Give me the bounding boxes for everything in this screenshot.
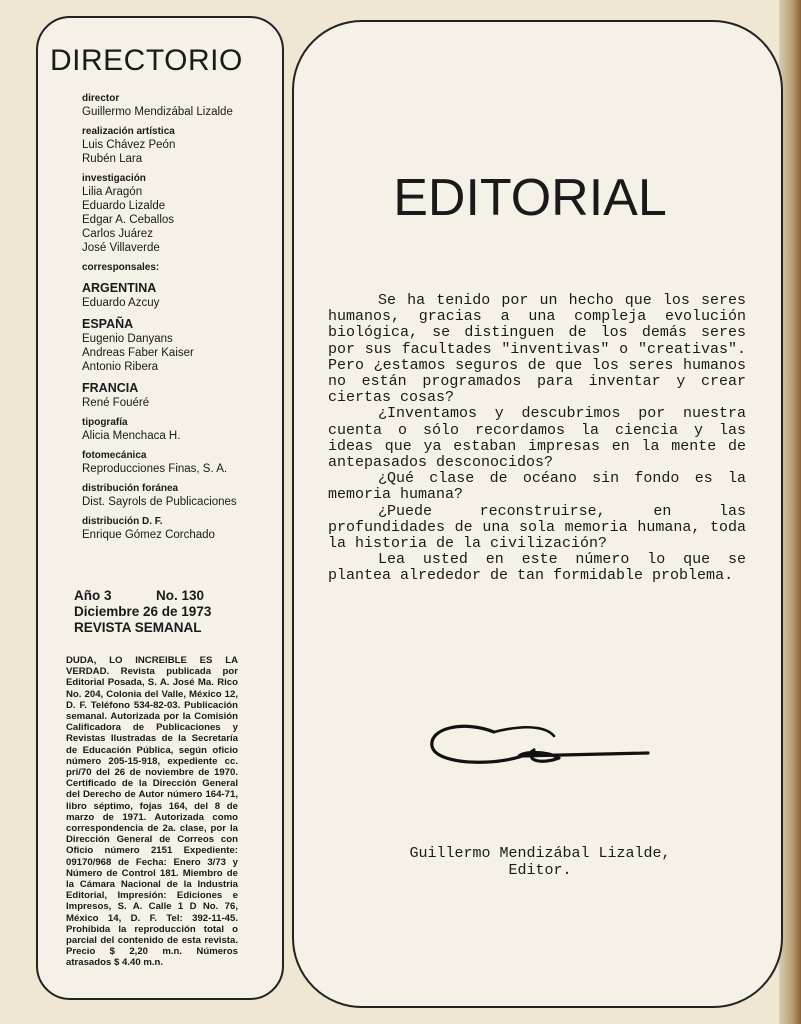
- role-label: realización artística: [82, 126, 175, 137]
- staff-list: [82, 92, 272, 548]
- issue-info: [74, 588, 274, 636]
- issue-type: REVISTA SEMANAL: [74, 620, 202, 635]
- editorial-body: [328, 293, 746, 585]
- country-name: ESPAÑA: [82, 317, 134, 331]
- role-label: tipografía: [82, 417, 128, 428]
- issue-year: Año 3: [74, 588, 112, 603]
- role-label: director: [82, 93, 120, 104]
- staff-section-photomech: [82, 449, 272, 476]
- staff-name: Rubén Lara: [82, 153, 143, 165]
- staff-section-research: [82, 172, 272, 255]
- staff-name: Andreas Faber Kaiser: [82, 347, 194, 359]
- role-label: investigación: [82, 173, 146, 184]
- staff-name: Lilia Aragón: [82, 186, 143, 198]
- directorio-title: DIRECTORIO: [50, 44, 243, 77]
- staff-name: Guillermo Mendizábal Lizalde: [82, 106, 233, 118]
- editor-name: Guillermo Mendizábal Lizalde,: [409, 845, 671, 862]
- legal-notice: DUDA, LO INCREIBLE ES LA VERDAD. Revista publicada por Editorial Posada, S. A. José Ma. Rico No. 204, Colonia del Valle, México 12, D. F. Teléfono 534-82-03. Publicación semanal. Autorizada por la Comisión Calificadora de Publicaciones y Revistas Ilustradas de la Secretaría de Educación Pública, según oficio número 205-15-918, expediente cc. pri/70 del 26 de noviembre de 1970. Certificado de la Dirección General del Derecho de Autor número 164-71, libro séptimo, fojas 164, del 8 de marzo de 1971. Autorizada como correspondencia de 2a. clase, por la Dirección General de Correos con Oficio número 2151 Expediente: 09170/968 de Fecha: Enero 3/73 y Número de Control 181. Miembro de la Cámara Nacional de la Industria Editorial, Impresión: Ediciones e Impresos, S. A. Calle 1 D No. 76, México 14, D. F. Tel: 392-11-45. Prohibida la reproducción total o parcial del contenido de esta revista. Precio $ 2,20 m.n. Números atrasados $ 4.40 m.n.: [66, 655, 238, 969]
- staff-name: Carlos Juárez: [82, 228, 153, 240]
- staff-name: Antonio Ribera: [82, 361, 159, 373]
- staff-section-distribution-foreign: [82, 482, 272, 509]
- staff-section-art: [82, 125, 272, 166]
- staff-name: José Villaverde: [82, 242, 160, 254]
- staff-section-correspondents: [82, 261, 272, 274]
- editor-signature-block: [330, 845, 750, 879]
- editorial-paragraph: ¿Qué clase de océano sin fondo es la memoria humana?: [328, 470, 746, 504]
- country-name: FRANCIA: [82, 381, 139, 395]
- staff-name: Edgar A. Ceballos: [82, 214, 175, 226]
- staff-section-typography: [82, 416, 272, 443]
- role-label: corresponsales:: [82, 262, 160, 273]
- correspondent-argentina: [82, 280, 272, 310]
- staff-name: Eduardo Azcuy: [82, 297, 160, 309]
- staff-name: Luis Chávez Peón: [82, 139, 176, 151]
- staff-name: Eugenio Danyans: [82, 333, 173, 345]
- staff-name: Dist. Sayrols de Publicaciones: [82, 496, 237, 508]
- editor-role: Editor.: [508, 862, 572, 879]
- issue-number: No. 130: [156, 588, 205, 603]
- handwritten-signature: [424, 710, 654, 780]
- staff-section-director: [82, 92, 272, 119]
- role-label: distribución D. F.: [82, 516, 163, 527]
- correspondent-espana: [82, 316, 272, 374]
- issue-date: Diciembre 26 de 1973: [74, 604, 212, 619]
- staff-name: Enrique Gómez Corchado: [82, 529, 215, 541]
- role-label: fotomecánica: [82, 450, 147, 461]
- staff-name: René Fouéré: [82, 397, 150, 409]
- staff-name: Reproducciones Finas, S. A.: [82, 463, 228, 475]
- editorial-paragraph: ¿Inventamos y descubrimos por nuestra cuenta o sólo recordamos la ciencia y las ideas que ya estaban impresas en la mente de antepasados desconocidos?: [328, 405, 746, 472]
- editorial-paragraph: Se ha tenido por un hecho que los seres humanos, gracias a una compleja evolución biológica, se distinguen de los demás seres por sus facultades "inventivas" o "creativas". Pero ¿estamos seguros de que los seres humanos no están programados para inventar y crear ciertas cosas?: [328, 292, 746, 407]
- staff-name: Eduardo Lizalde: [82, 200, 166, 212]
- correspondent-francia: [82, 380, 272, 410]
- editorial-paragraph: Lea usted en este número lo que se plantea alrededor de tan formidable problema.: [328, 551, 746, 585]
- staff-section-distribution-df: [82, 515, 272, 542]
- editorial-title: EDITORIAL: [393, 169, 667, 227]
- staff-name: Alicia Menchaca H.: [82, 430, 181, 442]
- editorial-paragraph: ¿Puede reconstruirse, en las profundidades de una sola memoria humana, toda la historia de la civilización?: [328, 502, 746, 553]
- role-label: distribución foránea: [82, 483, 179, 494]
- country-name: ARGENTINA: [82, 281, 157, 295]
